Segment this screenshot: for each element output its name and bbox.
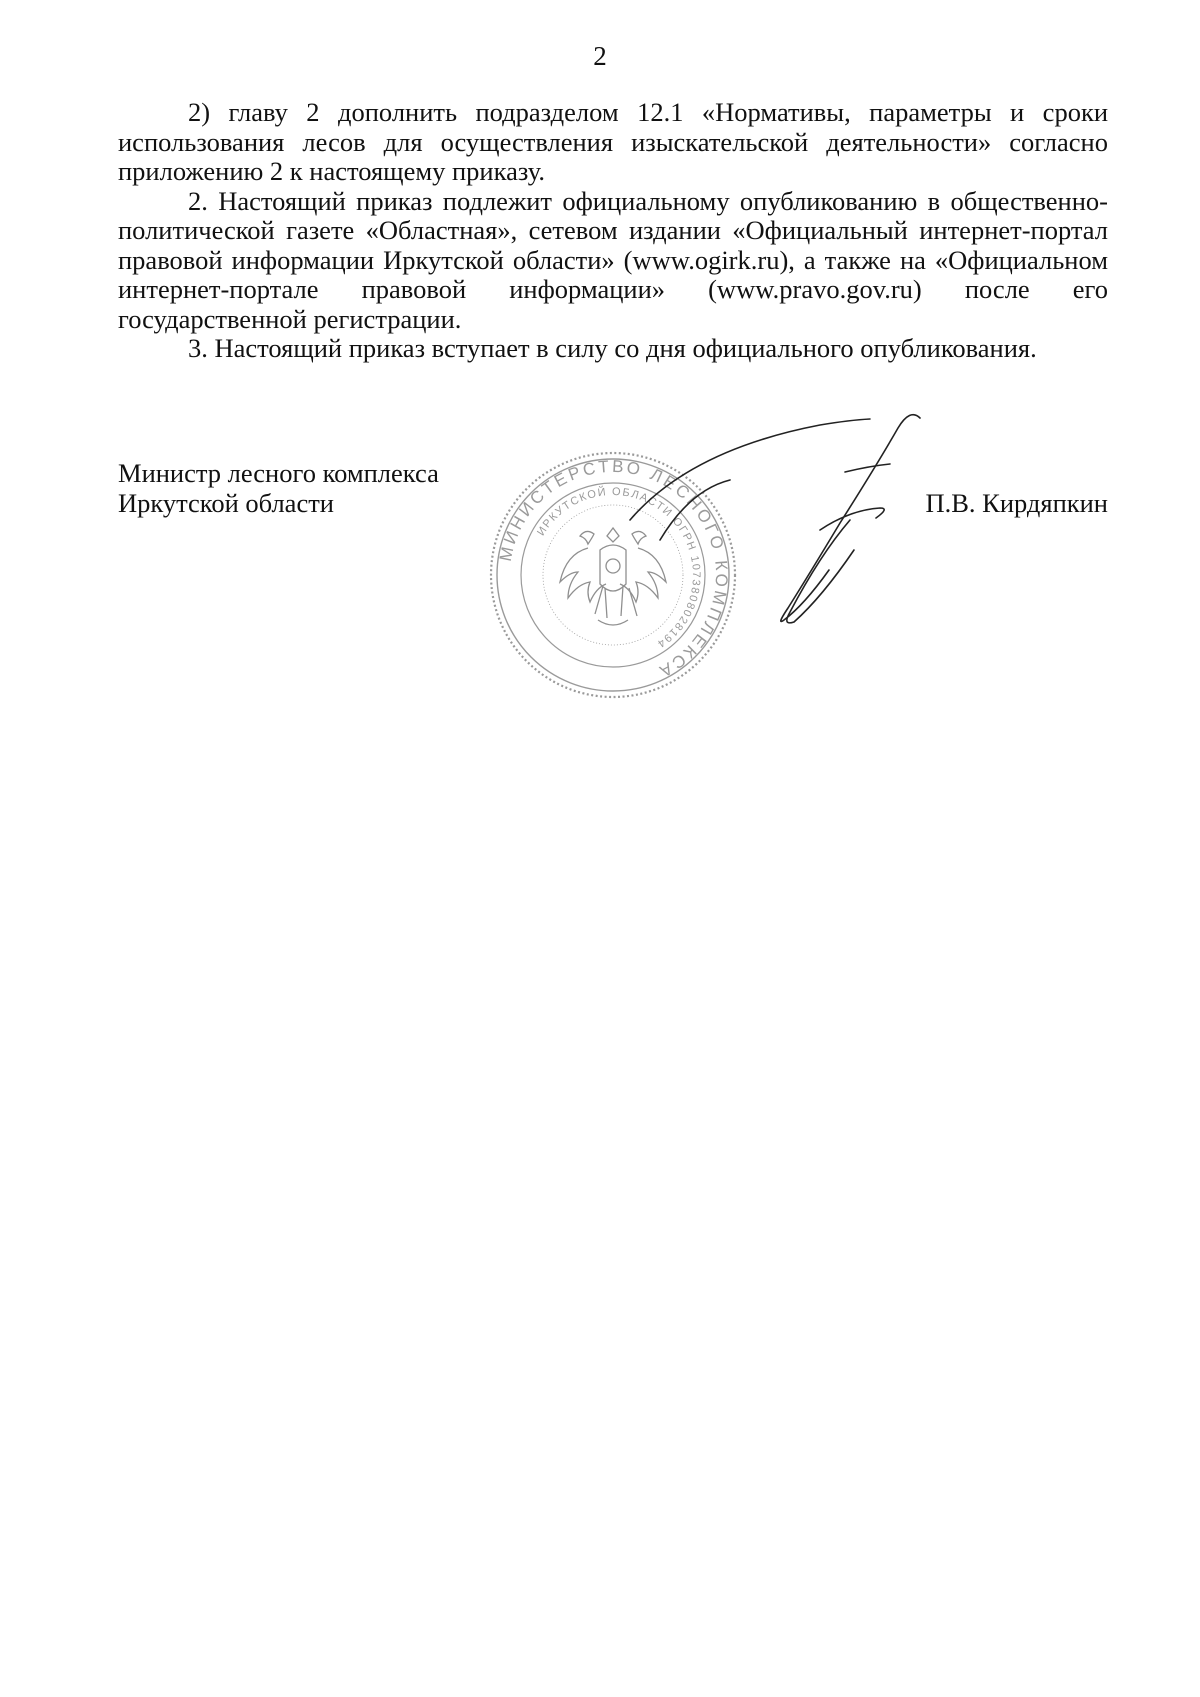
paragraph-entry-into-force: 3. Настоящий приказ вступает в силу со дня официального опубликования. bbox=[188, 333, 1037, 363]
signatory-position-line-1: Министр лесного комплекса bbox=[118, 458, 439, 488]
order-body bbox=[118, 98, 1108, 364]
signatory-position-line-2: Иркутской области bbox=[118, 488, 334, 518]
page-number: 2 bbox=[593, 41, 607, 71]
signatory-position bbox=[118, 458, 439, 518]
seal-outer-text: МИНИСТЕРСТВО ЛЕСНОГО КОМПЛЕКСА bbox=[495, 456, 732, 683]
paragraph-publication: 2. Настоящий приказ подлежит официальному опубликованию в общественно-политической газете «Областная», сетевом издании «Официальный интернет-портал правовой информации Иркутской области» (www.ogirk.ru), а также на «Официальном интернет-портале правовой информации» (www.pravo.gov.ru) после его государственной регистрации. bbox=[118, 185, 1108, 334]
signatory-name: П.В. Кирдяпкин bbox=[925, 488, 1108, 518]
handwritten-signature bbox=[620, 400, 950, 640]
paragraph-amendment: 2) главу 2 дополнить подразделом 12.1 «Нормативы, параметры и сроки использования лесов для осуществления изыскательской деятельности» согласно приложению 2 к настоящему приказу. bbox=[118, 97, 1108, 186]
seal-inner-text: ИРКУТСКОЙ ОБЛАСТИ ОГРН 1073808028194 bbox=[535, 485, 703, 651]
